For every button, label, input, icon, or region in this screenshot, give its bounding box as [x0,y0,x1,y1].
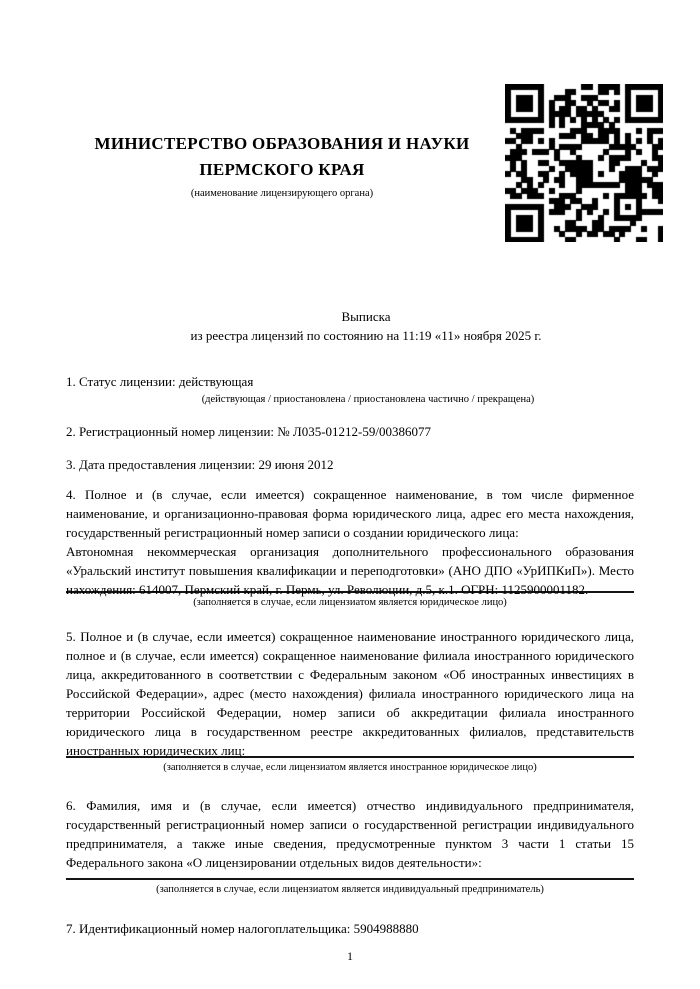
document-title: Выписка [341,309,391,324]
individual-entrepreneur-question: 6. Фамилия, имя и (в случае, если имеется) отчество индивидуального предпринимателя, государственный регистрационный номер записи о государственной регистрации индивидуального предпринимателя, а также иные сведения, предусмотренные пунктом 3 части 1 статьи 15 Федерального закона «О лицензировании отдельных видов деятельности»: [66,798,634,870]
taxpayer-number-text: 7. Идентификационный номер налогоплательщика: 5904988880 [66,921,419,936]
item-registration-number [66,422,634,441]
license-status-text: 1. Статус лицензии: действующая [66,374,254,389]
document-subtitle: из реестра лицензий по состоянию на 11:19 «11» ноября 2025 г. [190,328,542,343]
item-license-date [66,455,634,474]
registration-number-text: 2. Регистрационный номер лицензии: № Л035-01212-59/00386077 [66,424,432,439]
item-license-status [66,372,634,407]
page-number: 1 [347,949,353,963]
item-individual-entrepreneur [66,796,634,897]
licensing-authority-caption: (наименование лицензирующего органа) [190,188,374,199]
qr-code-icon [505,84,663,242]
foreign-entity-question: 5. Полное и (в случае, если имеется) сокращенное наименование иностранного юридического лица, полное и (в случае, если имеется) сокращенное наименование филиала иностранного юридического лица, аккредитованного в соответствии с Федеральным законом «Об иностранных инвестициях в Российской Федерации», адрес (место нахождения) филиала иностранного юридического лица на территории Российской Федерации, номер записи об аккредитации филиала иностранного юридического лица в государственном реестре аккредитованных филиалов, представительств иностранных юридических лиц: [66,629,634,758]
individual-entrepreneur-caption: (заполняется в случае, если лицензиатом является индивидуальный предприниматель) [156,884,544,895]
legal-entity-caption: (заполняется в случае, если лицензиатом является юридическое лицо) [193,597,507,608]
license-status-options-caption: (действующая / приостановлена / приостановлена частично / прекращена) [201,394,535,405]
document-title-block [98,307,634,345]
legal-entity-question: 4. Полное и (в случае, если имеется) сокращенное наименование, в том числе фирменное наименование, и организационно-правовая форма юридического лица, адрес его места нахождения, государственный регистрационный номер записи о создании юридического лица: [66,487,634,540]
item-taxpayer-number [66,919,634,938]
item-foreign-entity [66,627,634,775]
ministry-name [66,131,498,183]
document-header [66,131,498,201]
license-date-text: 3. Дата предоставления лицензии: 29 июня 2012 [66,457,334,472]
ministry-name-line1: МИНИСТЕРСТВО ОБРАЗОВАНИЯ И НАУКИ [94,134,470,153]
legal-entity-answer: Автономная некоммерческая организация дополнительного профессионального образования «Уральский институт повышения квалификации и переподготовки» (АНО ДПО «УрИПКиП»). Место нахождения: 614007, Пермский край, г. Пермь, ул. Революции, д.5, к.1. ОГРН: 1125900001182. [66,544,634,597]
foreign-entity-caption: (заполняется в случае, если лицензиатом является иностранное юридическое лицо) [163,762,537,773]
item-legal-entity [66,485,634,610]
ministry-name-line2: ПЕРМСКОГО КРАЯ [199,160,365,179]
fill-line [66,878,634,880]
